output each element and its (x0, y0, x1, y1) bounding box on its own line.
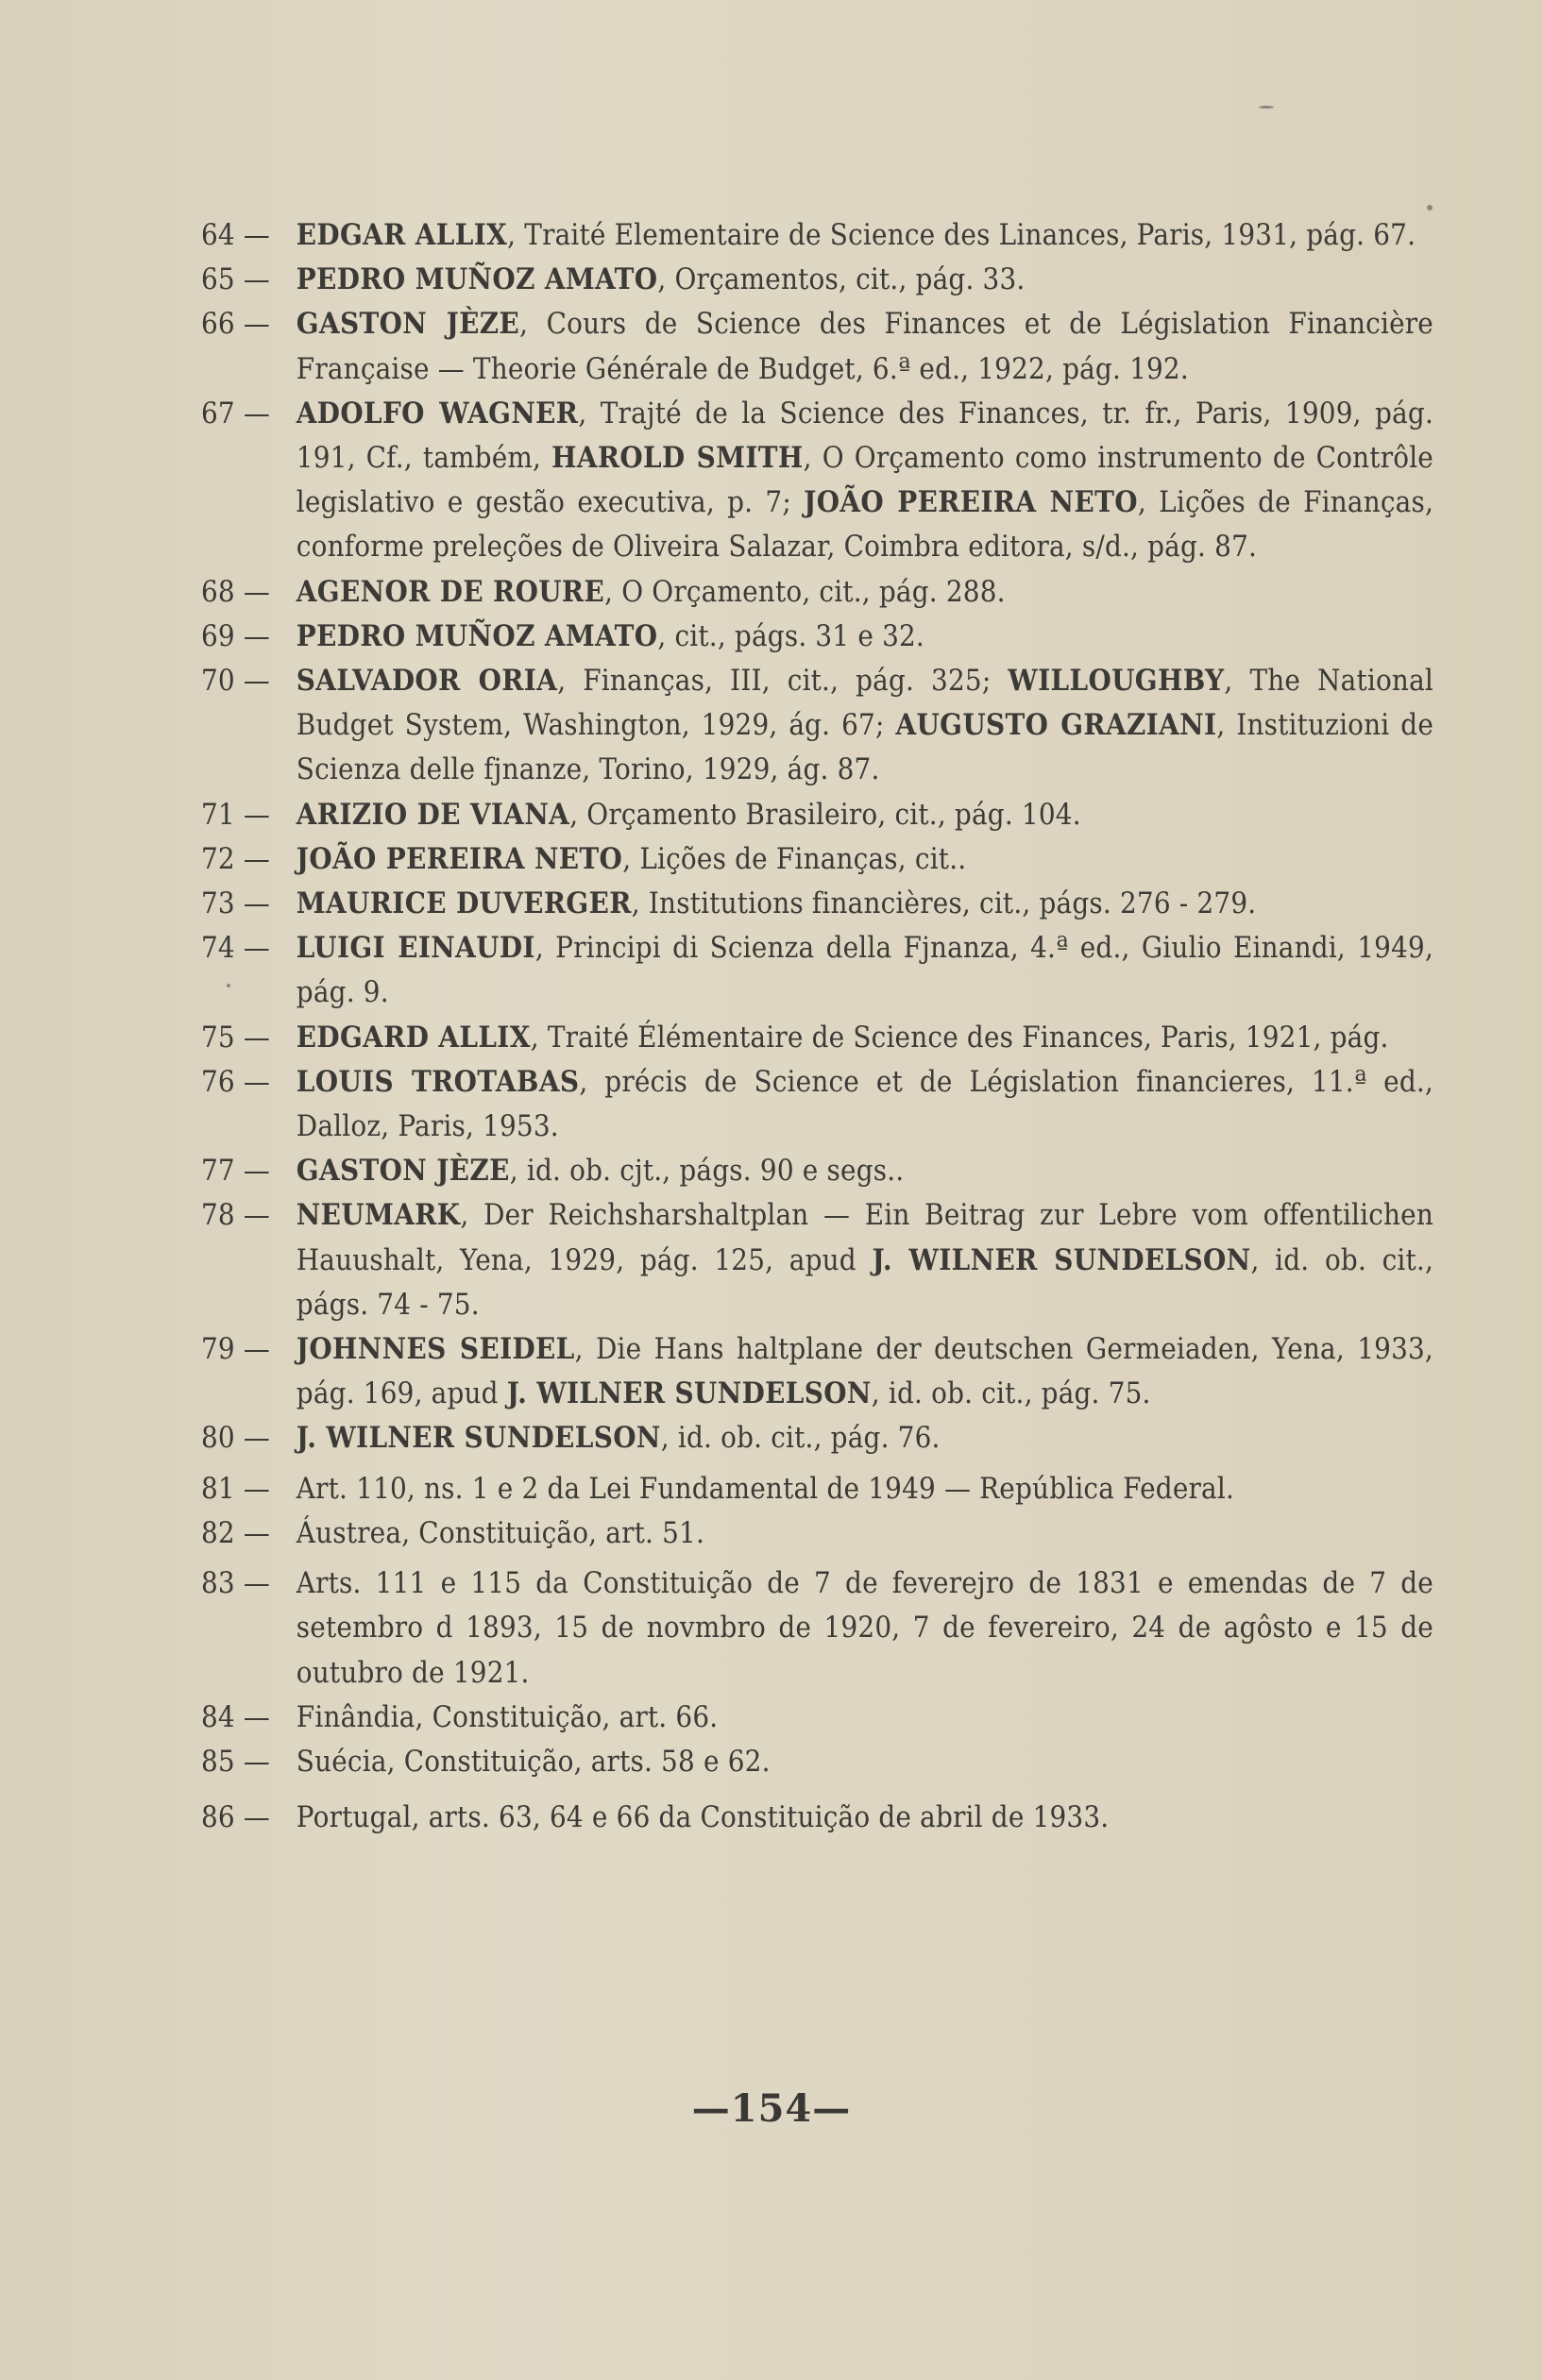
footnote-number: 70 — (201, 664, 270, 699)
author-name: SALVADOR ORIA (296, 664, 558, 699)
author-name: JOÃO PEREIRA NETO (804, 485, 1138, 520)
footnote-number: 84 — (201, 1699, 270, 1734)
footnote-text (297, 664, 1433, 786)
citation-text: Finândia, Constituição, art. 66. (296, 1699, 719, 1734)
footnote-text (297, 1800, 1110, 1834)
scan-speck (1259, 106, 1274, 109)
author-name: GASTON JÈZE (296, 307, 520, 342)
footnote-70 (201, 659, 1433, 793)
author-name: LOUIS TROTABAS (296, 1064, 580, 1099)
footnote-text (297, 886, 1257, 920)
citation-text: , id. ob. cjt., págs. 90 e segs.. (509, 1154, 905, 1189)
footnote-text (297, 1421, 941, 1455)
page-number: —154— (691, 2086, 852, 2131)
footnote-66 (201, 302, 1433, 391)
citation-text: , Instituzioni de Scienza delle fjnanze, Torino, 1929, ág. 87. (296, 708, 1434, 787)
citation-text: , Orçamento Brasileiro, cit., pág. 104. (569, 797, 1081, 832)
footnote-text (297, 1566, 1433, 1689)
citation-text: , The National Budget System, Washington, 1929, ág. 67; (296, 664, 1433, 743)
footnote-text (297, 1065, 1433, 1143)
author-name: PEDRO MUÑOZ AMATO (296, 262, 658, 297)
footnote-71 (201, 793, 1433, 837)
footnote-text (297, 1198, 1433, 1321)
footnote-text (297, 1516, 704, 1550)
citation-text: Portugal, arts. 63, 64 e 66 da Constituição de abril de 1933. (296, 1800, 1110, 1835)
citation-text: , Der Reichsharshaltplan — Ein Beitrag zur Lebre vom offentilichen Hauushalt, Yena, 1929, pág. 125, apud (296, 1198, 1434, 1277)
footnote-number: 69 — (201, 618, 270, 653)
footnote-number: 82 — (201, 1515, 270, 1550)
footnote-text (297, 307, 1433, 385)
footnote-number: 76 — (201, 1064, 270, 1099)
footnote-68 (201, 570, 1433, 615)
footnote-84 (201, 1696, 1433, 1740)
author-name: EDGARD ALLIX (296, 1020, 531, 1055)
scan-speck (1427, 205, 1433, 211)
footnote-text (297, 1700, 719, 1734)
citation-text: , cit., págs. 31 e 32. (657, 618, 924, 653)
footnote-text (297, 397, 1433, 565)
author-name: WILLOUGHBY (1008, 664, 1225, 699)
author-name: AGENOR DE ROURE (296, 574, 605, 609)
footnote-83 (201, 1561, 1433, 1696)
citation-text: , Traité Elementaire de Science des Linances, Paris, 1931, pág. 67. (507, 218, 1416, 252)
footnote-text (297, 1021, 1389, 1055)
citation-text: , Principi di Scienza della Fjnanza, 4.ª ed., Giulio Einandi, 1949, pág. 9. (296, 931, 1433, 1010)
citation-text: , Lições de Finanças, cit.. (622, 841, 967, 876)
citation-text: Arts. 111 e 115 da Constituição de 7 de feverejro de 1831 e emendas de 7 de setembro d 1893, 15 de novmbro de 1920, 7 de fevereiro, 24 de agôsto e 15 de outubro de 1921. (296, 1566, 1433, 1690)
footnote-67 (201, 392, 1433, 570)
footnote-number: 79 — (201, 1332, 270, 1367)
footnote-72 (201, 837, 1433, 882)
footnote-number: 86 — (201, 1800, 270, 1835)
footnote-text (297, 619, 924, 653)
footnote-77 (201, 1149, 1433, 1193)
footnote-text (297, 1154, 905, 1188)
citation-text: , Cours de Science des Finances et de Législation Financière Française — Theorie Générale de Budget, 6.ª ed., 1922, pág. 192. (296, 307, 1433, 386)
citation-text: , id. ob. cit., pág. 75. (871, 1376, 1151, 1411)
footnote-number: 75 — (201, 1020, 270, 1055)
footnote-85 (201, 1740, 1433, 1784)
footnote-75 (201, 1016, 1433, 1060)
citation-text: , O Orçamento, cit., pág. 288. (604, 574, 1006, 609)
footnotes-list (201, 213, 1434, 1840)
footnote-65 (201, 258, 1433, 302)
footnote-64 (201, 213, 1433, 258)
footnote-number: 66 — (201, 307, 270, 342)
footnote-number: 80 — (201, 1421, 270, 1456)
author-name: JOÃO PEREIRA NETO (296, 841, 623, 876)
author-name: LUIGI EINAUDI (296, 931, 535, 966)
author-name: ARIZIO DE VIANA (296, 797, 570, 832)
footnote-number: 78 — (201, 1198, 270, 1233)
author-name: J. WILNER SUNDELSON (872, 1242, 1251, 1277)
author-name: EDGAR ALLIX (296, 218, 508, 252)
footnote-number: 65 — (201, 262, 270, 297)
footnote-76 (201, 1060, 1433, 1149)
author-name: J. WILNER SUNDELSON (296, 1421, 661, 1456)
citation-text: , Die Hans haltplane der deutschen Germeiaden, Yena, 1933, pág. 169, apud (296, 1332, 1433, 1411)
footnote-number: 67 — (201, 396, 270, 430)
author-name: NEUMARK (296, 1198, 461, 1233)
footnote-number: 73 — (201, 886, 270, 921)
author-name: MAURICE DUVERGER (296, 886, 632, 921)
author-name: AUGUSTO GRAZIANI (895, 708, 1217, 743)
footnote-79 (201, 1327, 1433, 1416)
author-name: J. WILNER SUNDELSON (506, 1376, 872, 1411)
footnote-78 (201, 1193, 1433, 1327)
footnote-text (297, 1472, 1234, 1506)
footnote-number: 77 — (201, 1154, 270, 1189)
footnote-text (297, 218, 1416, 252)
citation-text: Suécia, Constituição, arts. 58 e 62. (296, 1744, 771, 1779)
footnote-text (297, 262, 1026, 296)
author-name: PEDRO MUÑOZ AMATO (296, 618, 658, 653)
footnote-number: 72 — (201, 841, 270, 876)
footnote-80 (201, 1416, 1433, 1460)
citation-text: , Traité Élémentaire de Science des Finances, Paris, 1921, pág. (530, 1020, 1389, 1055)
footnote-number: 81 — (201, 1471, 270, 1506)
author-name: HAROLD SMITH (551, 441, 804, 476)
footnote-69 (201, 615, 1433, 659)
footnote-82 (201, 1511, 1433, 1556)
citation-text: Áustrea, Constituição, art. 51. (296, 1515, 705, 1550)
footnote-text (297, 575, 1006, 609)
footnote-number: 68 — (201, 574, 270, 609)
citation-text: , Orçamentos, cit., pág. 33. (657, 262, 1026, 297)
citation-text: , Trajté de la Science des Finances, tr. fr., Paris, 1909, pág. 191, Cf., também, (296, 396, 1433, 476)
footnote-text (297, 931, 1433, 1009)
citation-text: , Institutions financières, cit., págs. 276 - 279. (631, 886, 1257, 921)
citation-text: , O Orçamento como instrumento de Contrôle legislativo e gestão executiva, p. 7; (296, 441, 1433, 520)
footnote-number: 85 — (201, 1744, 270, 1779)
citation-text: Art. 110, ns. 1 e 2 da Lei Fundamental de 1949 — República Federal. (296, 1471, 1235, 1506)
author-name: ADOLFO WAGNER (296, 396, 579, 430)
footnote-number: 74 — (201, 931, 270, 966)
footnote-text (297, 842, 966, 876)
footnote-number: 83 — (201, 1566, 270, 1601)
author-name: JOHNNES SEIDEL (296, 1332, 575, 1367)
author-name: GASTON JÈZE (296, 1154, 510, 1189)
footnote-74 (201, 926, 1433, 1015)
footnote-text (297, 798, 1081, 832)
footnote-number: 71 — (201, 797, 270, 832)
footnote-text (297, 1745, 771, 1779)
footnote-number: 64 — (201, 218, 270, 252)
footnote-86 (201, 1796, 1433, 1840)
citation-text: , Finanças, III, cit., pág. 325; (557, 664, 1009, 699)
citation-text: , précis de Science et de Législation financieres, 11.ª ed., Dalloz, Paris, 1953. (296, 1064, 1433, 1144)
citation-text: , id. ob. cit., págs. 74 - 75. (296, 1242, 1434, 1322)
footnote-81 (201, 1467, 1433, 1511)
footnote-73 (201, 882, 1433, 926)
citation-text: , id. ob. cit., pág. 76. (660, 1421, 941, 1456)
citation-text: , Lições de Finanças, conforme preleções de Oliveira Salazar, Coimbra editora, s/d., pág. 87. (296, 485, 1434, 565)
footnote-text (297, 1332, 1433, 1410)
